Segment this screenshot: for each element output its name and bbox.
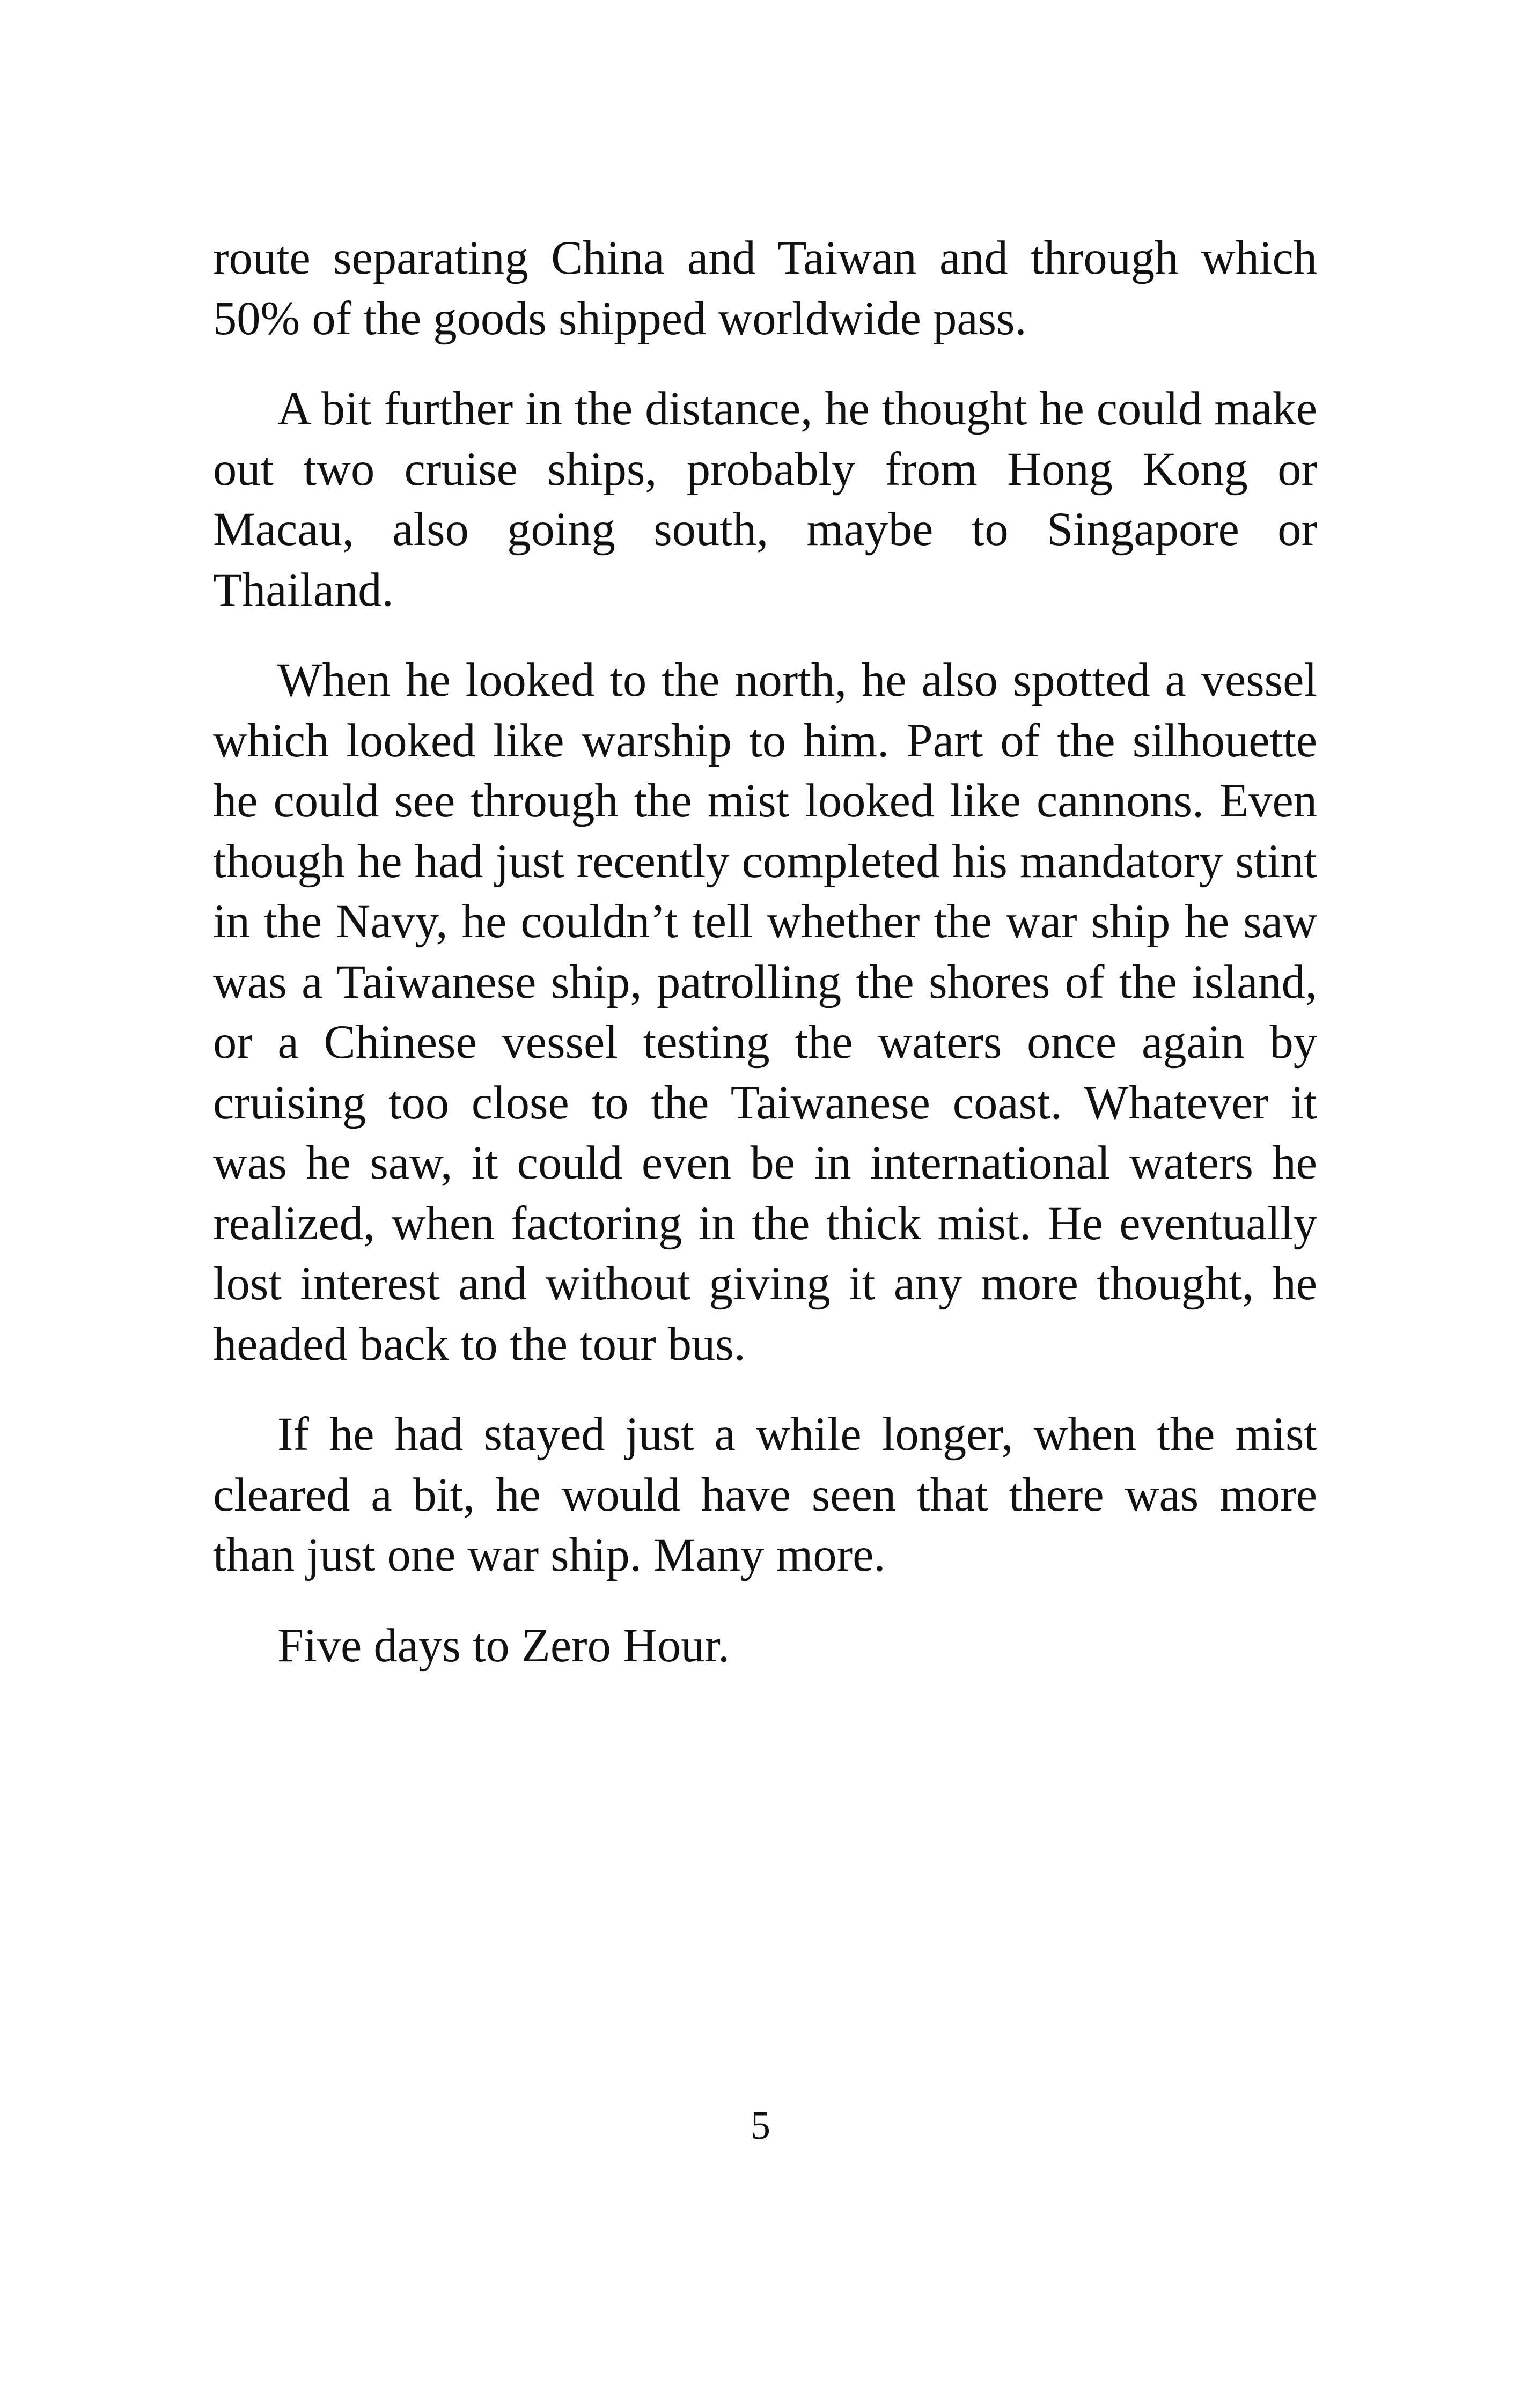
paragraph-cruise-ships: A bit further in the distance, he thought he could make out two cruise ships, probably from Hong Kong or Macau, also going south, maybe to Singapore or Thailand. (213, 382, 1317, 616)
page-number: 5 (751, 2104, 770, 2148)
paragraph-zero-hour: Five days to Zero Hour. (277, 1619, 730, 1672)
paragraph-continuation: route separating China and Taiwan and through which 50% of the goods shipped worldwide pass. (213, 232, 1317, 345)
paragraph-warship: When he looked to the north, he also spotted a vessel which looked like warship to him. Part of the silhouette he could see through the mist looked like cannons. Even though he had just recently completed his mandatory stint in the Navy, he couldn’t tell whether the war ship he saw was a Taiwanese ship, patrolling the shores of the island, or a Chinese vessel testing the waters once again by cruising too close to the Taiwanese coast. Whatever it was he saw, it could even be in international waters he realized, when factoring in the thick mist. He eventually lost interest and without giving it any more thought, he headed back to the tour bus. (213, 654, 1317, 1371)
paragraph-many-more: If he had stayed just a while longer, when the mist cleared a bit, he would have seen that there was more than just one war ship. Many more. (213, 1408, 1317, 1581)
body-text (213, 228, 1317, 1706)
